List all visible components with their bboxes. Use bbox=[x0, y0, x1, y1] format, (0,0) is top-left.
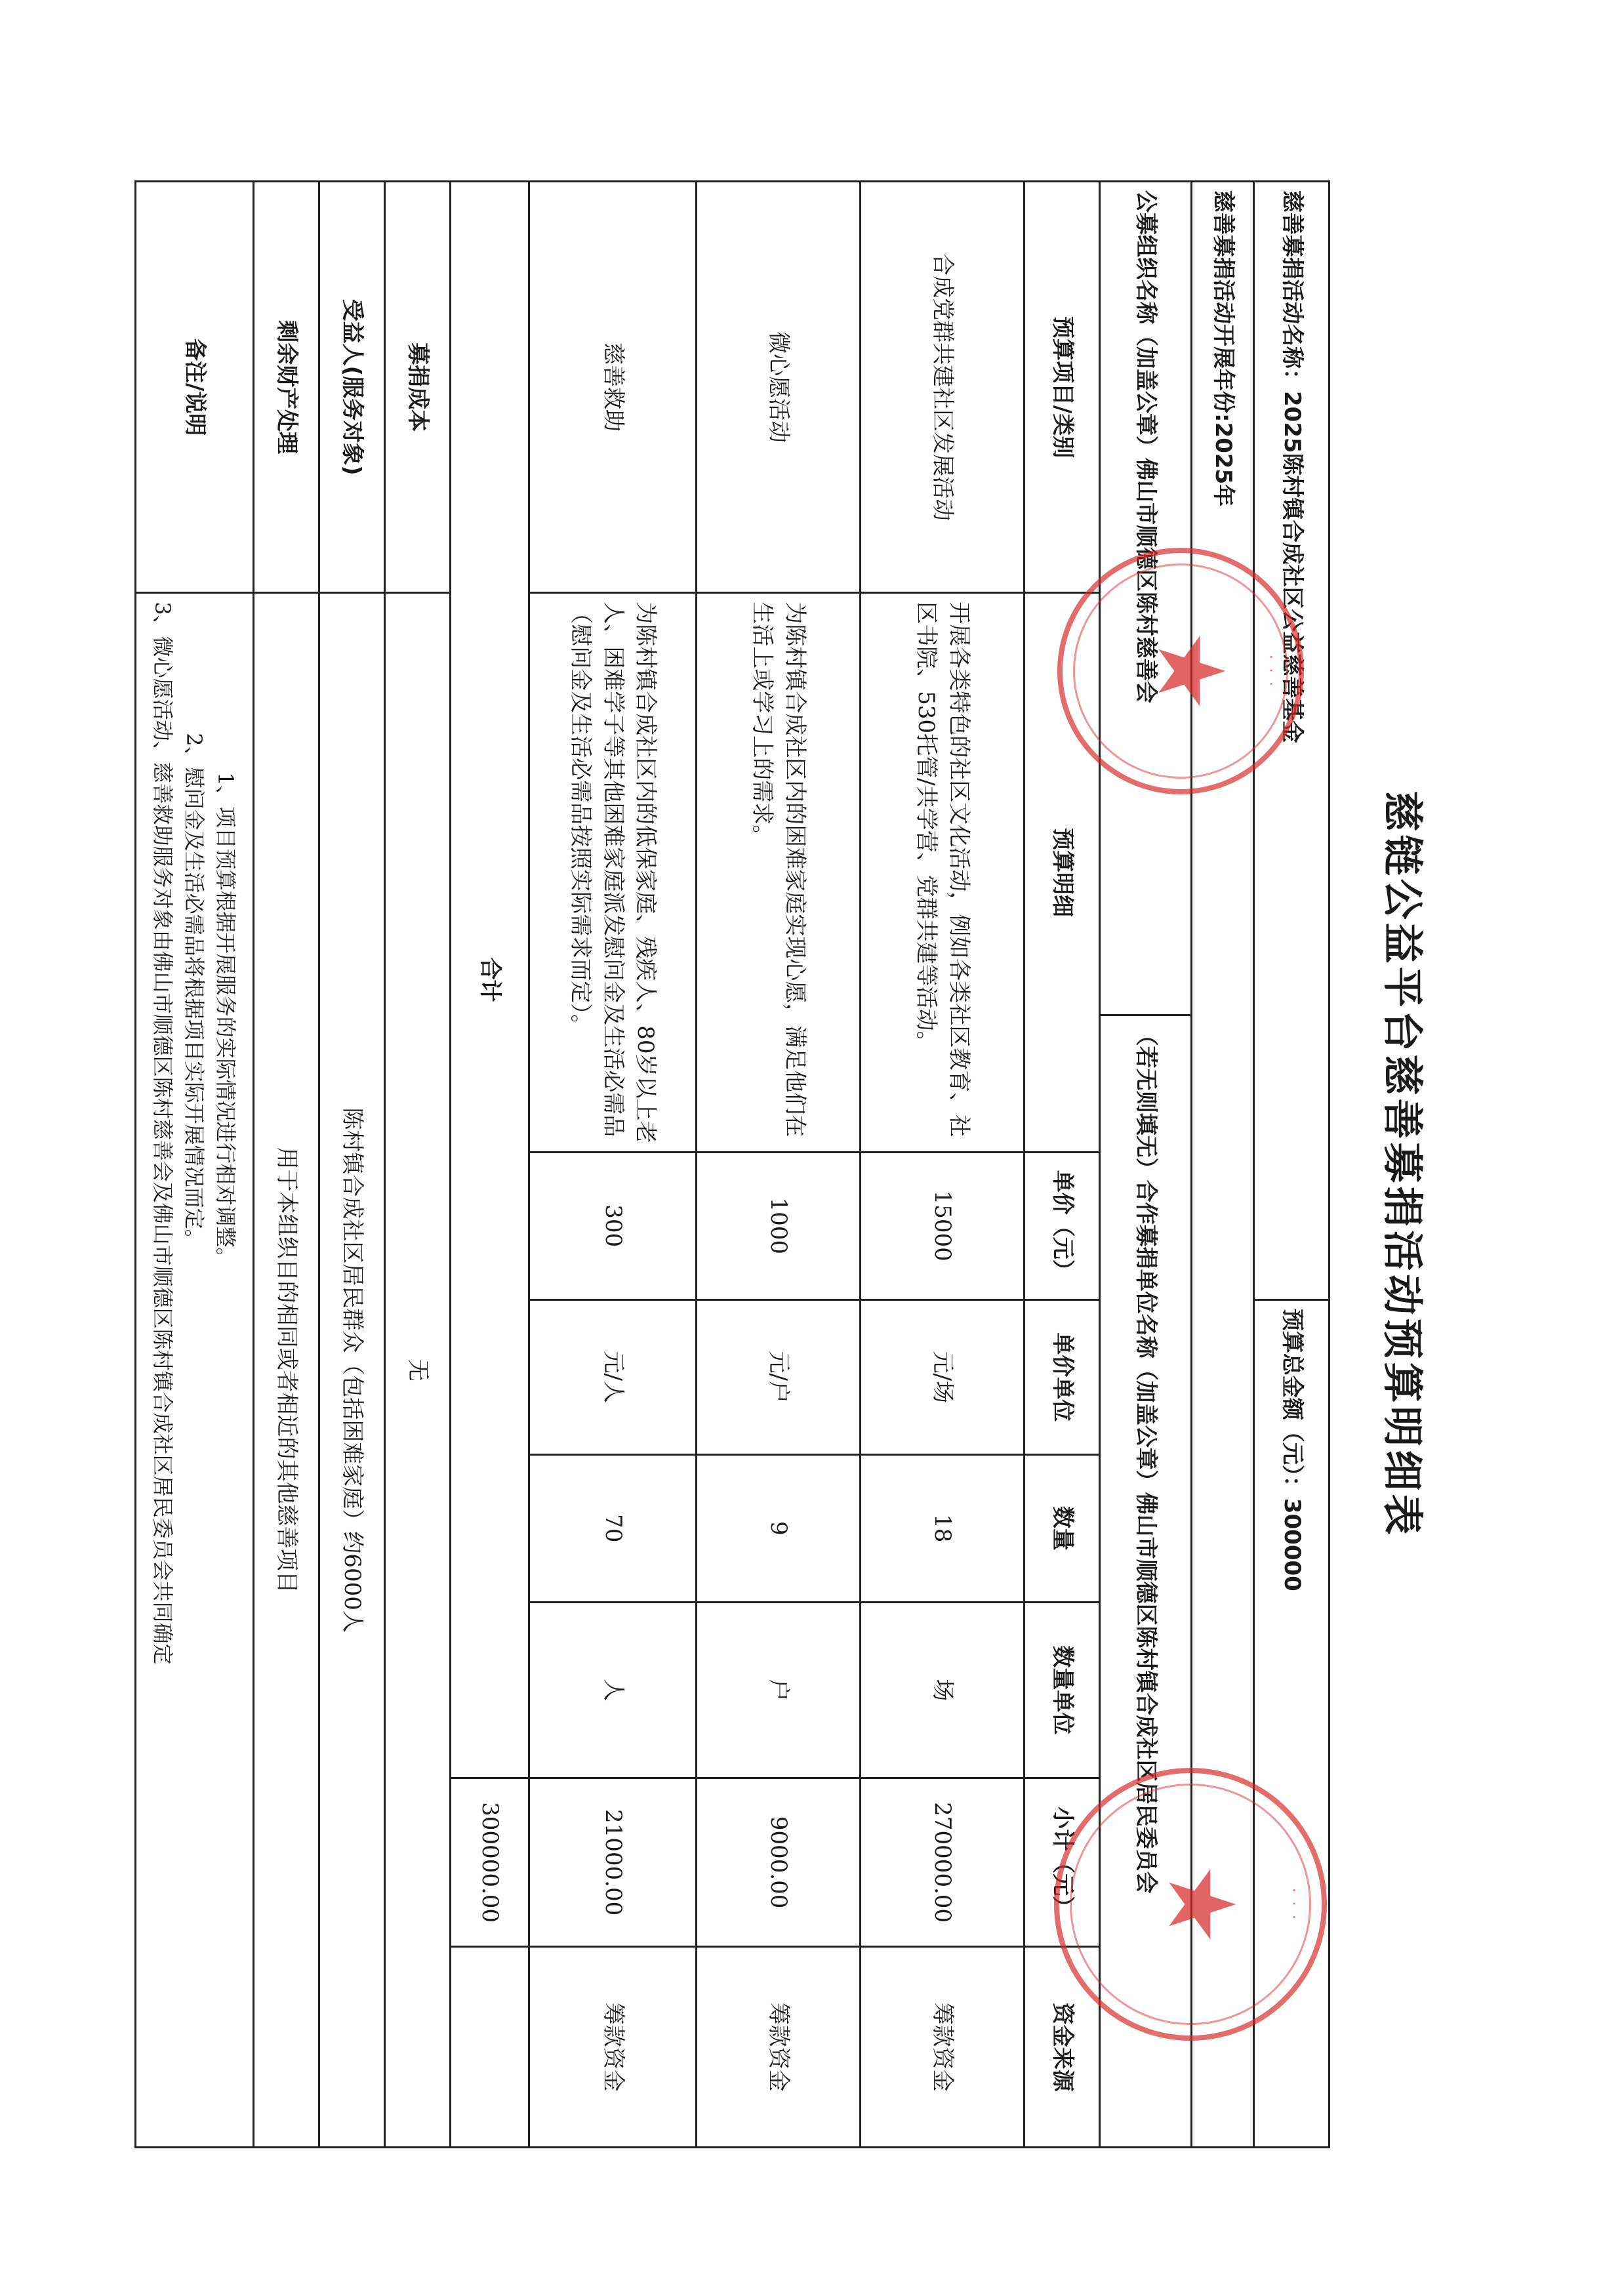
item-category: 慈善救助 bbox=[529, 182, 697, 593]
cost-row bbox=[385, 182, 451, 2148]
note-line: 1、项目预算根据开展服务的实际情况进行相对调整。 bbox=[213, 772, 239, 1269]
item-quantity-unit: 人 bbox=[529, 1602, 697, 1778]
total-empty-cell bbox=[451, 1947, 529, 2148]
budget-sheet bbox=[136, 180, 1468, 2148]
notes-label: 备注/说明 bbox=[136, 182, 254, 593]
document-title: 慈链公益平台慈善募捐活动预算明细表 bbox=[1379, 790, 1427, 1538]
notes-content bbox=[136, 593, 254, 2148]
note-line: 3、微心愿活动、慈善救助服务对象由佛山市顺德区陈村慈善会及佛山市顺德区陈村镇合成社区居民委员会共同确定 bbox=[150, 602, 176, 1665]
item-funding-source: 筹款资金 bbox=[529, 1947, 697, 2148]
item-unit-price: 15000 bbox=[861, 1152, 1025, 1299]
seal-text-icon: · · · bbox=[1261, 654, 1280, 688]
seal-star-icon: ★ bbox=[1137, 630, 1244, 712]
table-row bbox=[529, 182, 697, 2148]
beneficiaries-label: 受益人(服务对象) bbox=[319, 182, 385, 593]
seal-text-icon: · · · bbox=[1284, 1887, 1303, 1921]
table-row bbox=[697, 182, 861, 2148]
header-category: 预算项目/类别 bbox=[1025, 182, 1100, 593]
partner-name: （若无则填无）合作募捐单位名称（加盖公章）佛山市顺德区陈村镇合成社区居民委员会 bbox=[1100, 1015, 1192, 2147]
total-value: 300000.00 bbox=[451, 1778, 529, 1946]
item-funding-source: 筹款资金 bbox=[861, 1947, 1025, 2148]
activity-year: 慈善募捐活动开展年份:2025年 bbox=[1192, 182, 1254, 2148]
item-detail: 为陈村镇合成社区内的低保家庭、残疾人、80岁以上老人、困难学子等其他困难家庭派发慰问金及生活必需品（慰问金及生活必需品按照实际需求而定）。 bbox=[529, 593, 697, 1152]
table-header-row bbox=[1025, 182, 1100, 2148]
item-price-unit: 元/人 bbox=[529, 1299, 697, 1454]
beneficiaries-value: 陈村镇合成社区居民群众（包括困难家庭）约6000人 bbox=[319, 593, 385, 2148]
header-quantity-unit: 数量单位 bbox=[1025, 1602, 1100, 1778]
remaining-assets-row bbox=[254, 182, 319, 2148]
item-quantity-unit: 场 bbox=[861, 1602, 1025, 1778]
note-line: 2、慰问金及生活必需品将根据项目实际开展情况而定。 bbox=[182, 733, 207, 1250]
info-row bbox=[1192, 182, 1254, 2148]
item-quantity: 9 bbox=[697, 1454, 861, 1602]
item-subtotal: 9000.00 bbox=[697, 1778, 861, 1946]
item-category: 合成党群共建社区发展活动 bbox=[861, 182, 1025, 593]
remaining-assets-label: 剩余财产处理 bbox=[254, 182, 319, 593]
info-row bbox=[1254, 182, 1330, 2148]
item-subtotal: 21000.00 bbox=[529, 1778, 697, 1946]
total-label: 合计 bbox=[451, 182, 529, 1778]
item-subtotal: 270000.00 bbox=[861, 1778, 1025, 1946]
activity-name: 慈善募捐活动名称：2025陈村镇合成社区公益慈善基金 bbox=[1254, 182, 1330, 1300]
fundraising-cost-value: 无 bbox=[385, 593, 451, 2148]
header-funding-source: 资金来源 bbox=[1025, 1947, 1100, 2148]
total-row bbox=[451, 182, 529, 2148]
beneficiaries-row bbox=[319, 182, 385, 2148]
item-quantity-unit: 户 bbox=[697, 1602, 861, 1778]
notes-row bbox=[136, 182, 254, 2148]
fundraising-cost-label: 募捐成本 bbox=[385, 182, 451, 593]
header-quantity: 数量 bbox=[1025, 1454, 1100, 1602]
item-funding-source: 筹款资金 bbox=[697, 1947, 861, 2148]
table-row bbox=[861, 182, 1025, 2148]
item-category: 微心愿活动 bbox=[697, 182, 861, 593]
header-unit-price: 单价（元） bbox=[1025, 1152, 1100, 1299]
item-price-unit: 元/户 bbox=[697, 1299, 861, 1454]
total-budget-amount: 预算总金额（元）：300000 bbox=[1254, 1299, 1330, 2147]
item-detail: 开展各类特色的社区文化活动，例如各类社区教育、社区书院、530托管/共学营、党群共建等活动。 bbox=[861, 593, 1025, 1152]
budget-table bbox=[134, 180, 1330, 2148]
organizer-name: 公募组织名称（加盖公章）佛山市顺德区陈村慈善会 bbox=[1100, 182, 1192, 1015]
remaining-assets-value: 用于本组织目的相同或者相近的其他慈善项目 bbox=[254, 593, 319, 2148]
seal-star-icon: ★ bbox=[1147, 1863, 1254, 1946]
header-subtotal: 小计（元） bbox=[1025, 1778, 1100, 1946]
item-price-unit: 元/场 bbox=[861, 1299, 1025, 1454]
header-price-unit: 单价单位 bbox=[1025, 1299, 1100, 1454]
item-unit-price: 300 bbox=[529, 1152, 697, 1299]
item-quantity: 70 bbox=[529, 1454, 697, 1602]
header-detail: 预算明细 bbox=[1025, 593, 1100, 1152]
item-detail: 为陈村镇合成社区内的困难家庭实现心愿，满足他们在生活上或学习上的需求。 bbox=[697, 593, 861, 1152]
item-unit-price: 1000 bbox=[697, 1152, 861, 1299]
item-quantity: 18 bbox=[861, 1454, 1025, 1602]
info-row bbox=[1100, 182, 1192, 2148]
